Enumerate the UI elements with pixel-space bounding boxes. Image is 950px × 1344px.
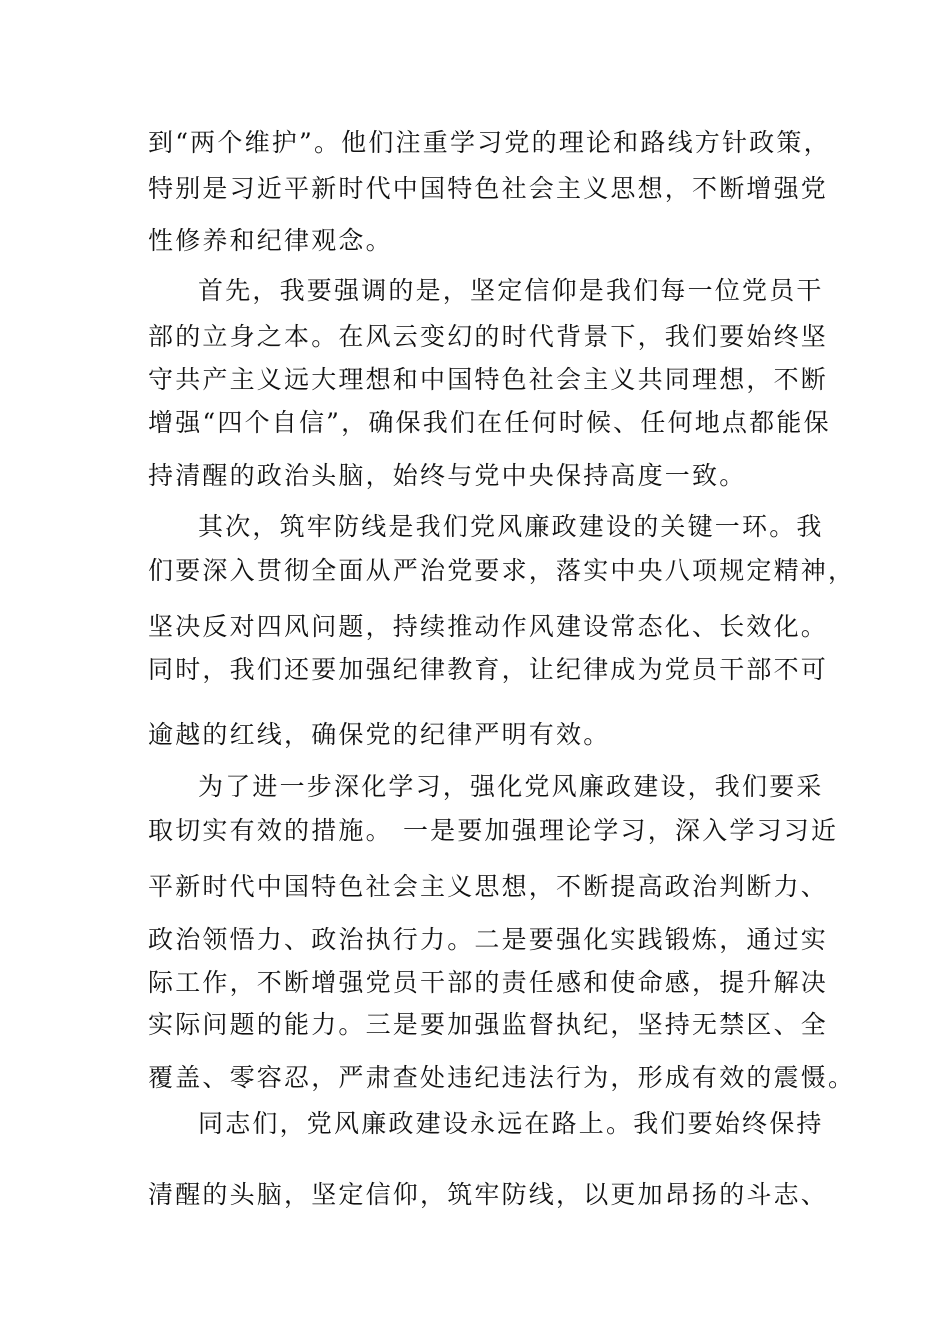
text-line: 部的立身之本。在风云变幻的时代背景下，我们要始终坚 xyxy=(148,322,829,351)
paragraph-first-line: 其次，筑牢防线是我们党风廉政建设的关键一环。我 xyxy=(198,512,824,541)
text-line: 覆盖、零容忍，严肃查处违纪违法行为，形成有效的震慑。 xyxy=(148,1063,856,1092)
paragraph-first-line: 首先，我要强调的是，坚定信仰是我们每一位党员干 xyxy=(198,276,824,305)
text-line: 坚决反对四风问题，持续推动作风建设常态化、长效化。 xyxy=(148,612,829,641)
text-line: 们要深入贯彻全面从严治党要求，落实中央八项规定精神， xyxy=(148,556,856,585)
text-line: 平新时代中国特色社会主义思想，不断提高政治判断力、 xyxy=(148,872,829,901)
text-line: 实际问题的能力。三是要加强监督执纪，坚持无禁区、全 xyxy=(148,1010,829,1039)
text-line: 持清醒的政治头脑，始终与党中央保持高度一致。 xyxy=(148,461,747,490)
text-line: 性修养和纪律观念。 xyxy=(148,226,393,255)
text-line: 逾越的红线，确保党的纪律严明有效。 xyxy=(148,720,611,749)
text-line: 到“两个维护”。他们注重学习党的理论和路线方针政策， xyxy=(148,128,831,157)
text-line: 特别是习近平新时代中国特色社会主义思想，不断增强党 xyxy=(148,174,829,203)
text-line: 取切实有效的措施。 一是要加强理论学习，深入学习习近 xyxy=(148,816,839,845)
text-line: 清醒的头脑，坚定信仰，筑牢防线，以更加昂扬的斗志、 xyxy=(148,1180,829,1209)
text-line: 增强“四个自信”，确保我们在任何时候、任何地点都能保 xyxy=(148,408,831,437)
text-line: 政治领悟力、政治执行力。二是要强化实践锻炼，通过实 xyxy=(148,925,829,954)
paragraph-first-line: 同志们，党风廉政建设永远在路上。我们要始终保持 xyxy=(198,1109,824,1138)
text-line: 同时，我们还要加强纪律教育，让纪律成为党员干部不可 xyxy=(148,655,829,684)
text-line: 际工作，不断增强党员干部的责任感和使命感，提升解决 xyxy=(148,968,829,997)
text-line: 守共产主义远大理想和中国特色社会主义共同理想，不断 xyxy=(148,365,829,394)
paragraph-first-line: 为了进一步深化学习，强化党风廉政建设，我们要采 xyxy=(198,772,824,801)
